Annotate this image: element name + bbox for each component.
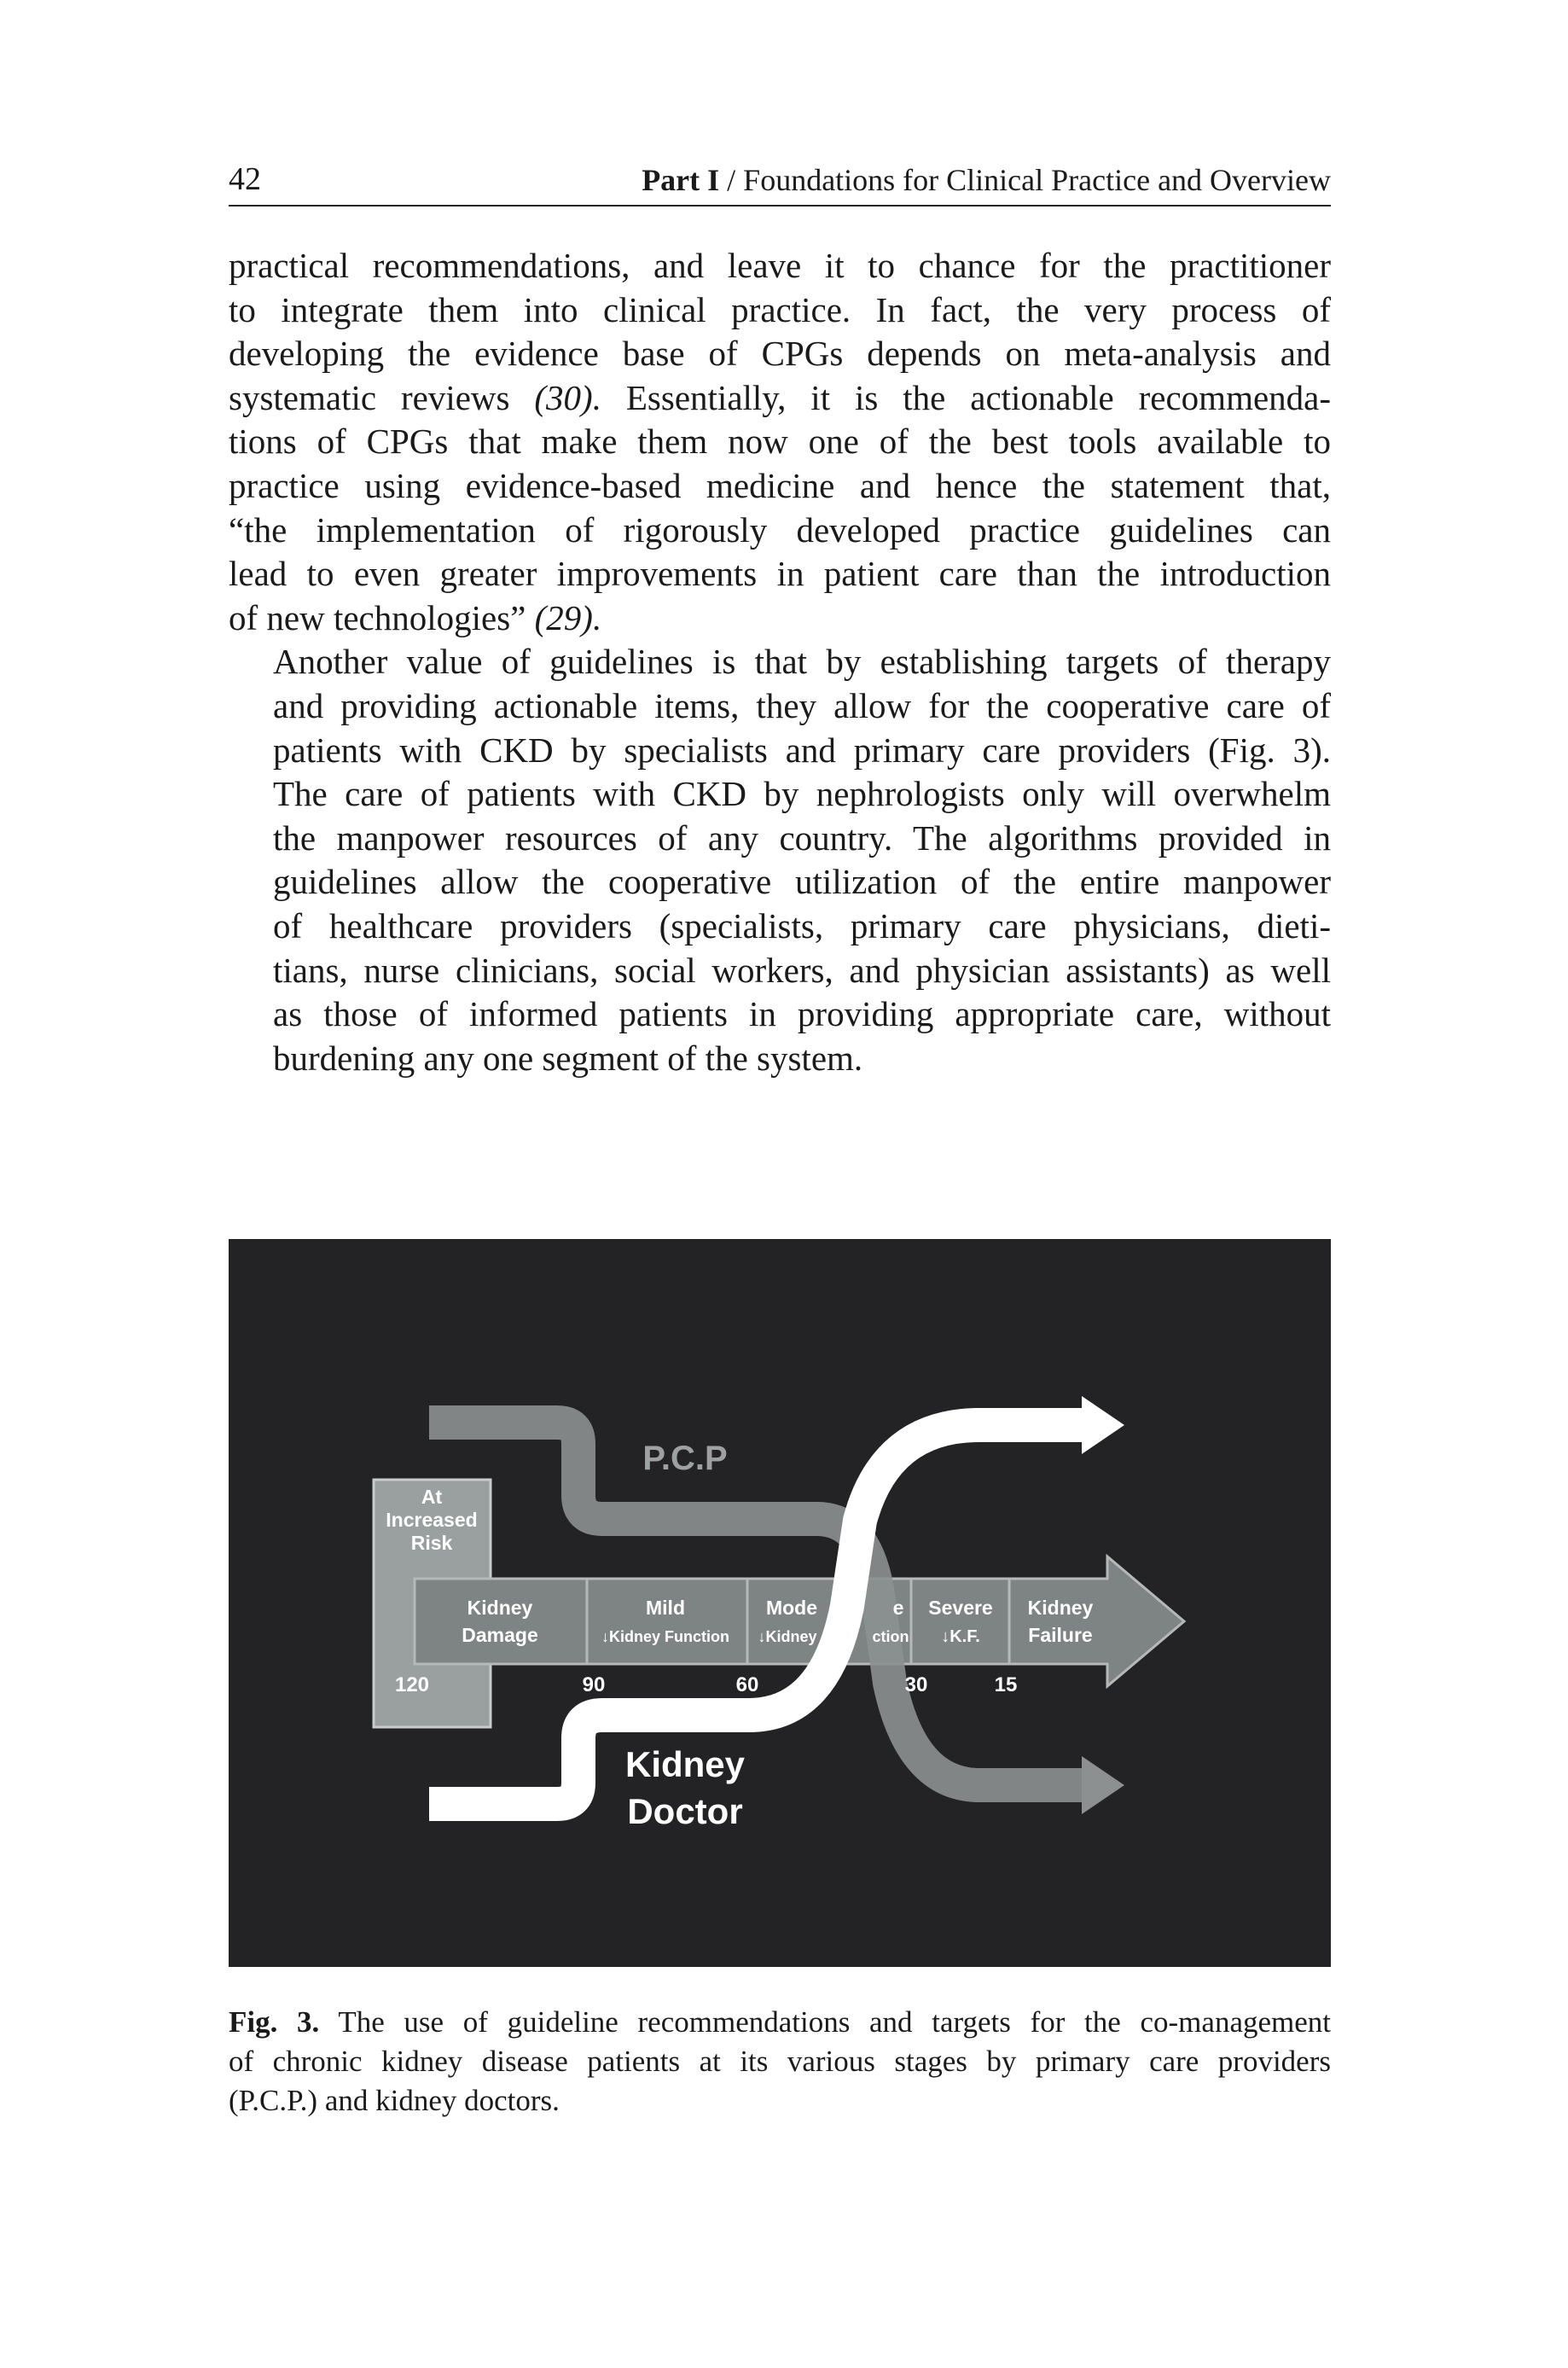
text-line: lead to even greater improvements in patient care than the introduction bbox=[229, 554, 1331, 594]
text-line: burdening any one segment of the system. bbox=[273, 1038, 863, 1078]
at-risk-label: Risk bbox=[410, 1532, 453, 1554]
at-risk-label: At bbox=[421, 1486, 443, 1508]
text-line: the manpower resources of any country. The algorithms provided in bbox=[273, 817, 1331, 858]
pcp-arrowhead bbox=[1082, 1756, 1124, 1814]
text-line: to integrate them into clinical practice. In fact, the very process of bbox=[229, 289, 1331, 329]
caption-label: Fig. 3. bbox=[229, 2005, 320, 2039]
stage-label: Failure bbox=[1028, 1624, 1093, 1646]
stage-label: ↓Kidney bbox=[758, 1628, 817, 1645]
stage-label: Damage bbox=[462, 1624, 538, 1646]
stage-label: ↓Kidney Function bbox=[601, 1628, 729, 1645]
text-line: guidelines allow the cooperative utilization of the entire manpower bbox=[273, 862, 1331, 902]
caption-line bbox=[229, 2003, 1331, 2042]
stage-label: Mode bbox=[765, 1597, 818, 1619]
gfr-tick: 30 bbox=[904, 1673, 928, 1696]
caption-text: The use of guideline recommendations and targets for the co-management bbox=[338, 2005, 1331, 2039]
gfr-tick: 15 bbox=[994, 1673, 1018, 1696]
caption-line: of chronic kidney disease patients at its various stages by primary care providers bbox=[229, 2045, 1331, 2078]
paragraph-1 bbox=[229, 244, 1331, 640]
figure-caption bbox=[229, 2003, 1331, 2121]
kidney-doctor-label: Doctor bbox=[627, 1791, 743, 1831]
kidney-doctor-label: Kidney bbox=[624, 1744, 746, 1784]
gfr-tick: 90 bbox=[582, 1673, 606, 1696]
stage-label: Kidney bbox=[467, 1597, 533, 1619]
text-line: “the implementation of rigorously developed practice guidelines can bbox=[229, 509, 1331, 550]
text-line: of healthcare providers (specialists, primary care physicians, dieti- bbox=[273, 905, 1331, 945]
text-line: tions of CPGs that make them now one of the best tools available to bbox=[229, 422, 1331, 462]
text-line: patients with CKD by specialists and primary care providers (Fig. 3). bbox=[273, 730, 1331, 770]
text-line: tians, nurse clinicians, social workers, and physician assistants) as well bbox=[273, 950, 1331, 990]
text-line: developing the evidence base of CPGs depends on meta-analysis and bbox=[229, 334, 1331, 374]
section-title: Foundations for Clinical Practice and Overview bbox=[743, 163, 1331, 197]
part-label: Part I bbox=[642, 163, 720, 197]
stage-label: Mild bbox=[646, 1597, 685, 1619]
text-line bbox=[229, 596, 1331, 641]
stage-label: ction bbox=[872, 1628, 909, 1645]
running-head-title bbox=[642, 162, 1331, 198]
caption-line: (P.C.P.) and kidney doctors. bbox=[229, 2084, 560, 2117]
kidney-doctor-arrowhead bbox=[1082, 1396, 1124, 1454]
text-segment: Essentially, it is the actionable recommenda- bbox=[625, 377, 1332, 417]
text-line: Another value of guidelines is that by establishing targets of therapy bbox=[273, 642, 1331, 682]
header-separator: / bbox=[727, 163, 736, 197]
text-line: and providing actionable items, they allow for the cooperative care of bbox=[273, 685, 1331, 725]
text-line: practice using evidence-based medicine and hence the statement that, bbox=[229, 465, 1331, 505]
text-line: as those of informed patients in providing appropriate care, without bbox=[273, 994, 1331, 1034]
pcp-label: P.C.P bbox=[642, 1440, 728, 1477]
text-line: practical recommendations, and leave it to chance for the practitioner bbox=[229, 246, 1331, 285]
citation-29: (29). bbox=[534, 597, 602, 637]
stage-label: Kidney bbox=[1027, 1597, 1094, 1619]
text-segment: systematic reviews bbox=[229, 377, 510, 417]
stage-label: e bbox=[892, 1597, 904, 1619]
paragraph-2 bbox=[229, 640, 1331, 1080]
figure-3 bbox=[229, 1239, 1331, 1967]
gfr-tick: 120 bbox=[394, 1673, 430, 1696]
stage-label: ↓K.F. bbox=[941, 1627, 980, 1646]
body-text bbox=[229, 244, 1331, 1080]
running-header bbox=[229, 160, 1331, 207]
gfr-tick: 60 bbox=[735, 1673, 759, 1696]
text-segment: of new technologies” bbox=[229, 597, 526, 637]
at-risk-label: Increased bbox=[386, 1509, 478, 1531]
stage-arrow bbox=[415, 1556, 1184, 1686]
stage-label: Severe bbox=[928, 1597, 993, 1619]
text-line: The care of patients with CKD by nephrologists only will overwhelm bbox=[273, 774, 1331, 814]
page-number: 42 bbox=[229, 161, 261, 197]
citation-30: (30). bbox=[534, 377, 601, 417]
ckd-comanagement-diagram bbox=[229, 1239, 1331, 1967]
text-line bbox=[229, 376, 1331, 421]
